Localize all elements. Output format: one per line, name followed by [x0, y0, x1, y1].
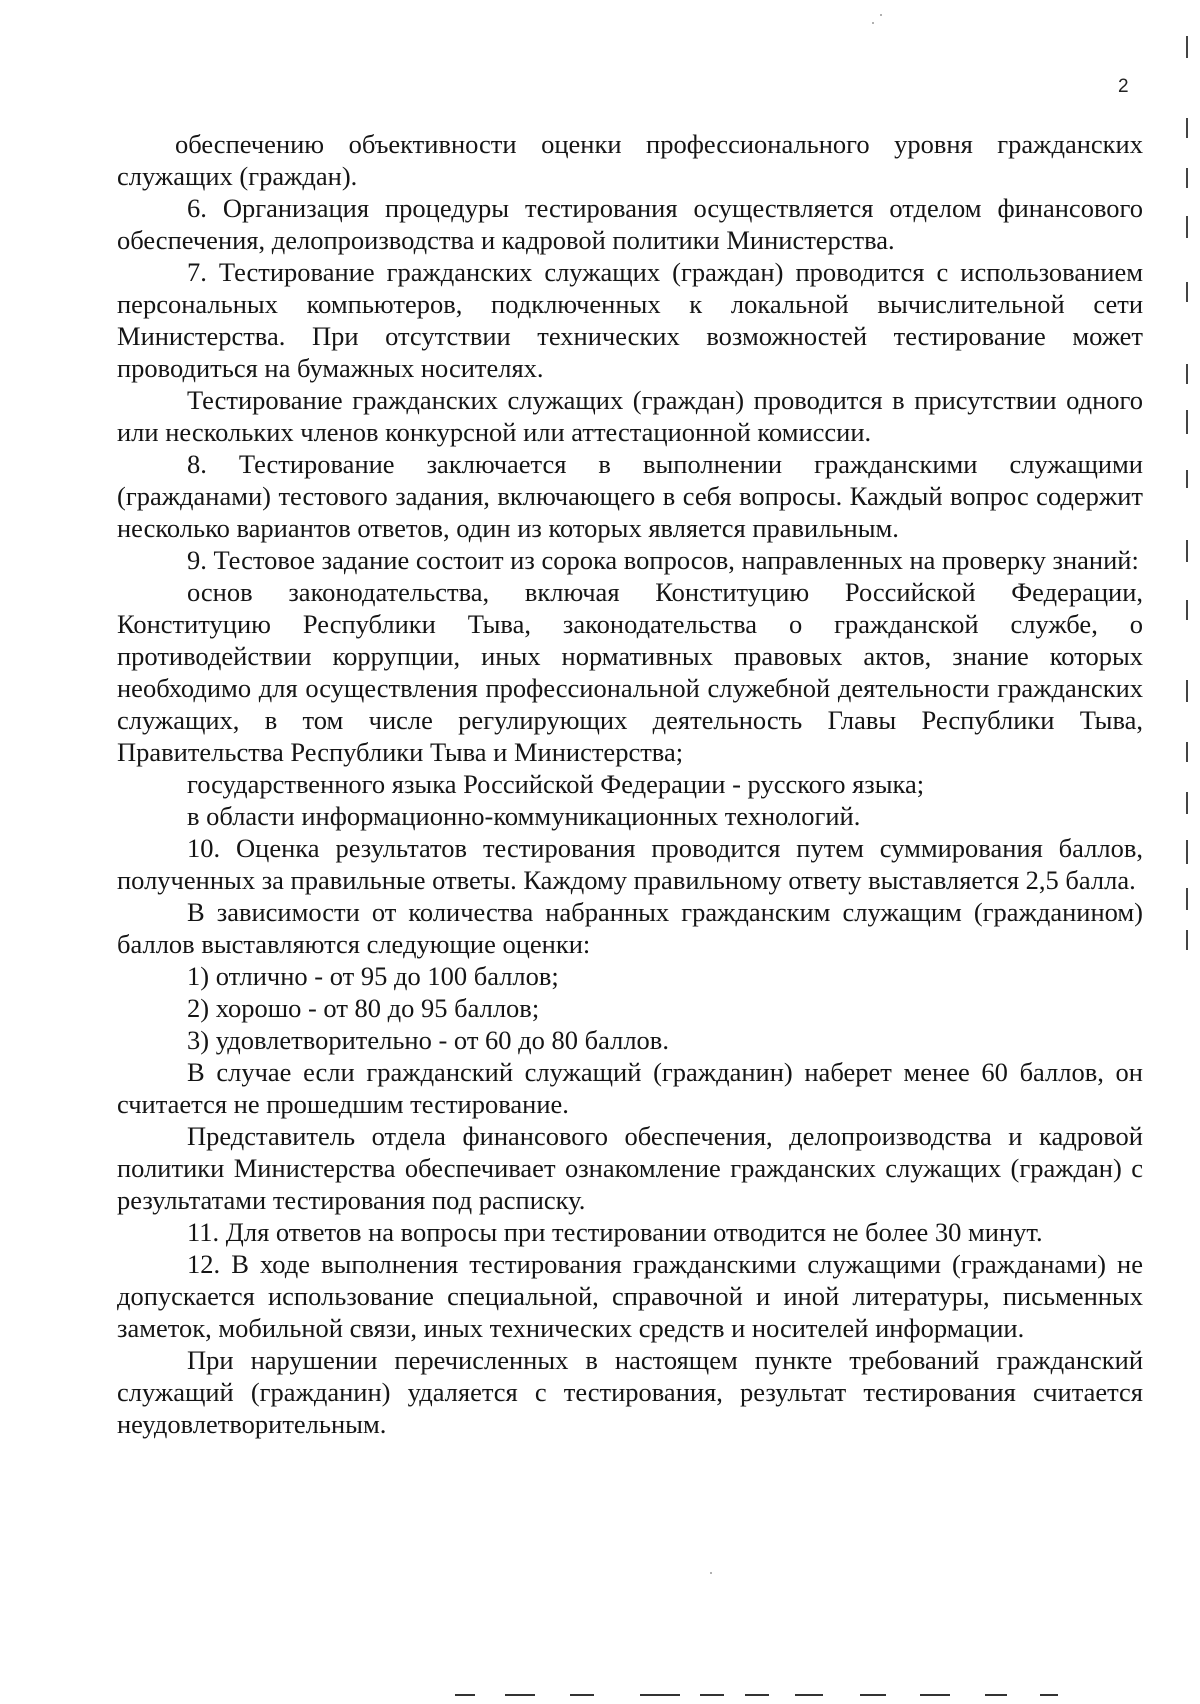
paragraph-item-11: 11. Для ответов на вопросы при тестировании отводится не более 30 минут. [187, 1217, 1043, 1247]
paragraph-item-9: 9. Тестовое задание состоит из сорока вопросов, направленных на проверку знаний: [187, 545, 1139, 575]
grade-good: 2) хорошо - от 80 до 95 баллов; [187, 993, 540, 1023]
paragraph-grades-intro: В зависимости от количества набранных гражданским служащим (гражданином) баллов выставляются следующие оценки: [117, 897, 1143, 959]
paragraph-failed: В случае если гражданский служащий (гражданин) наберет менее 60 баллов, он считается не прошедшим тестирование. [117, 1057, 1143, 1119]
scan-bottom-marks [0, 1664, 1200, 1704]
paragraph-testing-presence: Тестирование гражданских служащих (граждан) проводится в присутствии одного или нескольких членов конкурсной или аттестационной комиссии. [117, 385, 1143, 447]
paragraph-item-7: 7. Тестирование гражданских служащих (граждан) проводится с использованием персональных компьютеров, подключенных к локальной вычислительной сети Министерства. При отсутствии технических возможностей тестирование может проводиться на бумажных носителях. [117, 257, 1143, 383]
paragraph-item-6: 6. Организация процедуры тестирования осуществляется отделом финансового обеспечения, делопроизводства и кадровой политики Министерства. [117, 193, 1143, 255]
scan-edge-marks [1170, 0, 1200, 1704]
paragraph-continuation: обеспечению объективности оценки профессионального уровня гражданских служащих (граждан). [117, 129, 1143, 191]
paragraph-knowledge-legislation: основ законодательства, включая Конституцию Российской Федерации, Конституцию Республики Тыва, законодательства о гражданской службе, о противодействии коррупции, иных нормативных правовых актов, знание которых необходимо для осуществления профессиональной служебной деятельности гражданских служащих, в том числе регулирующих деятельность Главы Республики Тыва, Правительства Республики Тыва и Министерства; [117, 577, 1143, 767]
paragraph-item-8: 8. Тестирование заключается в выполнении гражданскими служащими (гражданами) тестового задания, включающего в себя вопросы. Каждый вопрос содержит несколько вариантов ответов, один из которых является правильным. [117, 449, 1143, 543]
grade-satisfactory: 3) удовлетворительно - от 60 до 80 баллов. [187, 1025, 669, 1055]
paragraph-item-10: 10. Оценка результатов тестирования проводится путем суммирования баллов, полученных за правильные ответы. Каждому правильному ответу выставляется 2,5 балла. [117, 833, 1143, 895]
paragraph-knowledge-language: государственного языка Российской Федерации - русского языка; [187, 769, 925, 799]
grade-excellent: 1) отлично - от 95 до 100 баллов; [187, 961, 559, 991]
paragraph-knowledge-ict: в области информационно-коммуникационных технологий. [187, 801, 861, 831]
paragraph-representative: Представитель отдела финансового обеспечения, делопроизводства и кадровой политики Министерства обеспечивает ознакомление гражданских служащих (граждан) с результатами тестирования под расписку. [117, 1121, 1143, 1215]
page-number: 2 [1118, 76, 1129, 97]
document-body [117, 128, 1143, 1440]
paragraph-violation: При нарушении перечисленных в настоящем пункте требований гражданский служащий (гражданин) удаляется с тестирования, результат тестирования считается неудовлетворительным. [117, 1345, 1143, 1439]
paragraph-item-12: 12. В ходе выполнения тестирования гражданскими служащими (гражданами) не допускается использование специальной, справочной и иной литературы, письменных заметок, мобильной связи, иных технических средств и носителей информации. [117, 1249, 1143, 1343]
